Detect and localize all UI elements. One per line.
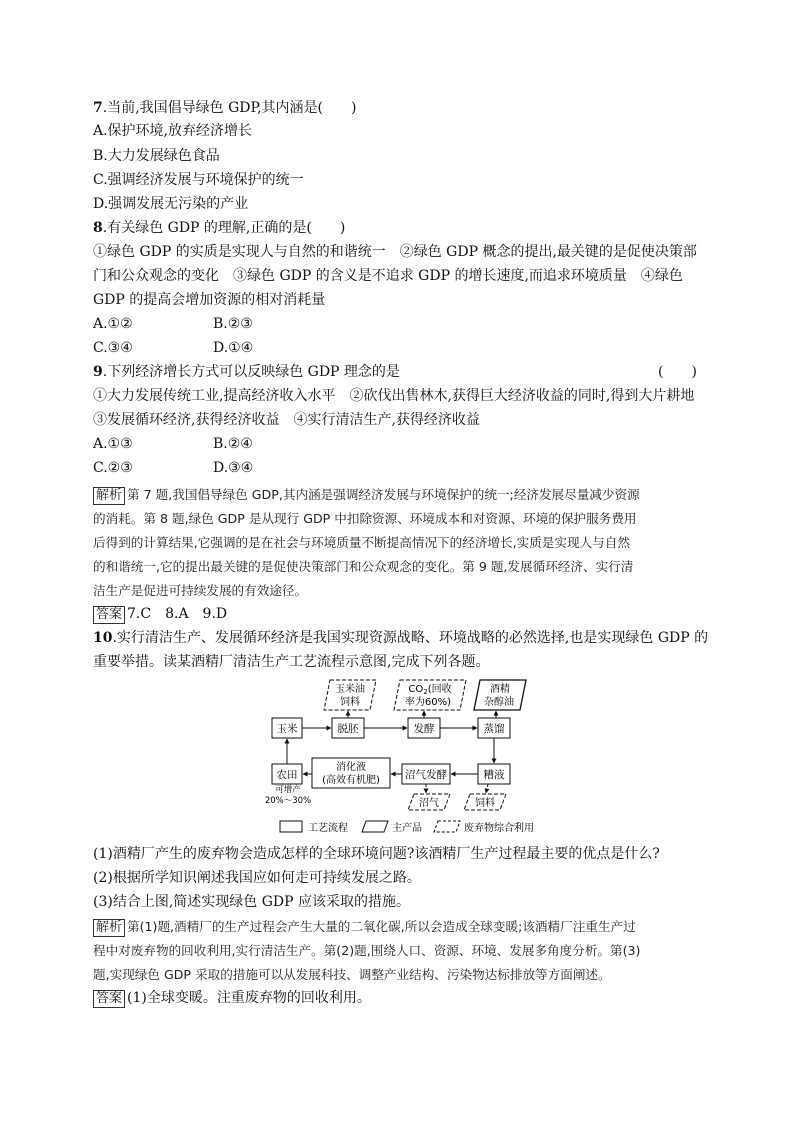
q9-stem: 9.下列经济增长方式可以反映绿色 GDP 理念的是 bbox=[93, 364, 400, 380]
q8-options-row bbox=[93, 337, 253, 359]
fusel-oil-label: 杂醇油 bbox=[484, 697, 514, 708]
svg-text:沼气发酵: 沼气发酵 bbox=[405, 769, 447, 781]
q10-number: 10 bbox=[93, 630, 113, 646]
q7-option-b: B.大力发展绿色食品 bbox=[93, 148, 220, 164]
main-product-alcohol bbox=[474, 680, 526, 710]
q8-number: 8 bbox=[93, 220, 103, 236]
q7-option-d: D.强调发展无污染的产业 bbox=[93, 196, 249, 212]
yield-note-1: 可增产 bbox=[275, 785, 301, 795]
answer-line: 答案 (1)全球变暖。注重废弃物的回收利用。 bbox=[93, 987, 371, 1009]
legend-waste-use: 废弃物综合利用 bbox=[464, 823, 534, 834]
answer-tag: 答案 bbox=[93, 990, 125, 1008]
node-degerm bbox=[332, 718, 364, 738]
node-digestate bbox=[312, 758, 390, 788]
explanation-line: 解析 第 7 题,我国倡导绿色 GDP,其内涵是强调经济发展与环境保护的统一;经济发展尽量减少资源 bbox=[93, 483, 640, 507]
node-biogas-ferment bbox=[402, 764, 450, 784]
q8-statement-line: 门和公众观念的变化 ③绿色 GDP 的含义是不追求 GDP 的增长速度,而追求环境质量 ④绿色 bbox=[93, 268, 683, 284]
q9-number: 9 bbox=[93, 364, 103, 380]
explanation-tag: 解析 bbox=[93, 487, 125, 505]
waste-biogas bbox=[408, 794, 450, 810]
q9-answer-paren: ( ) bbox=[658, 364, 697, 380]
legend-main-product: 主产品 bbox=[392, 823, 422, 834]
q8-option-b: B.②③ bbox=[213, 316, 253, 332]
node-corn bbox=[272, 718, 302, 738]
node-farmland bbox=[272, 764, 302, 784]
q8-option-d: D.①④ bbox=[213, 340, 254, 356]
explanation-line: 的和谐统一,它的提出最关键的是促使决策部门和公众观念的变化。第 9 题,发展循环经济、实行清 bbox=[93, 559, 634, 574]
node-vinasse bbox=[478, 764, 510, 784]
svg-text:脱胚: 脱胚 bbox=[337, 723, 359, 735]
explanation-line: 程中对废弃物的回收利用,实行清洁生产。第(2)题,围绕人口、资源、环境、发展多角度分析。第(3) bbox=[93, 943, 641, 958]
q7-number: 7 bbox=[93, 100, 103, 116]
co2-label: $CO_2$(回收 bbox=[408, 684, 452, 696]
q9-options-row bbox=[93, 433, 253, 455]
q9-option-d: D.③④ bbox=[213, 460, 254, 476]
explanation-line: 后得到的计算结果,它强调的是在社会与环境质量不断提高情况下的经济增长,实质是实现人与自然 bbox=[93, 535, 630, 550]
q9-option-c: C.②③ bbox=[93, 460, 133, 476]
q10-stem: 10.实行清洁生产、发展循环经济是我国实现资源战略、环境战略的必然选择,也是实现绿色 GDP 的 bbox=[93, 630, 709, 646]
q9-option-b: B.②④ bbox=[213, 436, 253, 452]
yield-note-2: 20%～30% bbox=[264, 796, 312, 806]
q9-options-row bbox=[93, 457, 253, 479]
feed-label-top: 饲料 bbox=[340, 697, 360, 708]
svg-text:糟液: 糟液 bbox=[483, 769, 505, 781]
q10-subquestion-3: (3)结合上图,简述实现绿色 GDP 应该采取的措施。 bbox=[93, 894, 411, 910]
explanation-line: 的消耗。第 8 题,绿色 GDP 是从现行 GDP 中扣除资源、环境成本和对资源、环境的保护服务费用 bbox=[93, 511, 637, 526]
q8-options-row bbox=[93, 313, 253, 335]
q7-stem: 7.当前,我国倡导绿色 GDP,其内涵是( ) bbox=[93, 100, 357, 116]
svg-text:发酵: 发酵 bbox=[413, 723, 435, 735]
q8-statement-line: GDP 的提高会增加资源的相对消耗量 bbox=[93, 292, 326, 308]
node-ferment bbox=[408, 718, 440, 738]
svg-text:沼气: 沼气 bbox=[419, 798, 439, 809]
explanation-line: 解析 第(1)题,酒精厂的生产过程会产生大量的二氧化碳,所以会造成全球变暖;该酒精厂注重生产过 bbox=[93, 915, 636, 939]
waste-feed bbox=[464, 794, 506, 810]
q8-stem: 8.有关绿色 GDP 的理解,正确的是( ) bbox=[93, 220, 346, 236]
svg-text:玉米: 玉米 bbox=[276, 723, 298, 735]
corn-oil-label: 玉米油 bbox=[335, 684, 365, 695]
node-distill bbox=[478, 718, 510, 738]
q8-option-a: A.①② bbox=[93, 316, 133, 332]
svg-text:饲料: 饲料 bbox=[475, 798, 495, 809]
q7-option-a: A.保护环境,放弃经济增长 bbox=[93, 123, 253, 139]
q7-option-c: C.强调经济发展与环境保护的统一 bbox=[93, 172, 304, 188]
legend-process: 工艺流程 bbox=[308, 823, 348, 834]
explanation-line: 题,实现绿色 GDP 采取的措施可以从发展科技、调整产业结构、污染物达标排放等方面阐述。 bbox=[93, 967, 611, 982]
process-flow-diagram bbox=[264, 674, 534, 840]
svg-text:农田: 农田 bbox=[276, 769, 298, 781]
q8-statement-line: ①绿色 GDP 的实质是实现人与自然的和谐统一 ②绿色 GDP 概念的提出,最关键的是促使决策部 bbox=[93, 244, 697, 260]
alcohol-label: 酒精 bbox=[490, 684, 510, 695]
q9-statement-line: ③发展循环经济,获得经济收益 ④实行清洁生产,获得经济收益 bbox=[93, 412, 480, 428]
waste-co2 bbox=[394, 680, 466, 710]
q9-statement-line: ①大力发展传统工业,提高经济收入水平 ②砍伐出售林木,获得巨大经济收益的同时,得到大片耕地 bbox=[93, 388, 695, 404]
co2-rate-label: 率为60%) bbox=[404, 697, 452, 708]
explanation-line: 洁生产是促进可持续发展的有效途径。 bbox=[93, 583, 308, 598]
answer-tag: 答案 bbox=[93, 606, 125, 624]
q10-subquestion-2: (2)根据所学知识阐述我国应如何走可持续发展之路。 bbox=[93, 870, 421, 886]
svg-text:消化液: 消化液 bbox=[336, 762, 366, 773]
svg-text:(高效有机肥): (高效有机肥) bbox=[322, 775, 380, 786]
q8-option-c: C.③④ bbox=[93, 340, 133, 356]
q10-subquestion-1: (1)酒精厂产生的废弃物会造成怎样的全球环境问题?该酒精厂生产过程最主要的优点是什么? bbox=[93, 846, 660, 862]
main-product-corn-oil bbox=[324, 680, 376, 710]
q10-stem-cont: 重要举措。读某酒精厂清洁生产工艺流程示意图,完成下列各题。 bbox=[93, 654, 490, 670]
svg-text:蒸馏: 蒸馏 bbox=[483, 723, 505, 735]
q9-option-a: A.①③ bbox=[93, 436, 133, 452]
diagram-legend bbox=[280, 821, 534, 834]
explanation-tag: 解析 bbox=[93, 919, 125, 937]
answer-line: 答案 7.C 8.A 9.D bbox=[93, 603, 227, 625]
